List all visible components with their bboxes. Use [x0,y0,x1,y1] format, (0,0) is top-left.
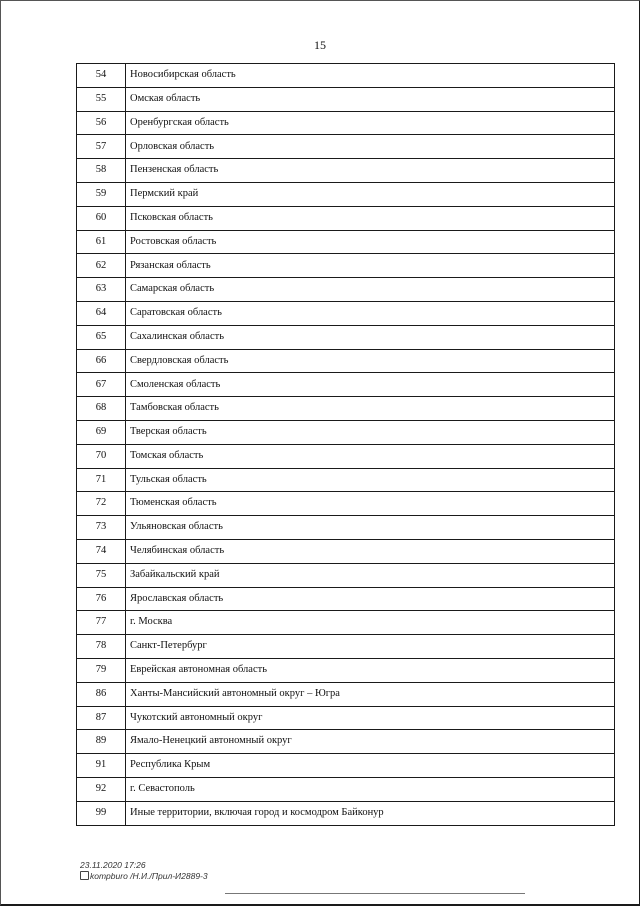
region-code-cell: 64 [77,301,126,325]
region-name-cell: Саратовская область [126,301,615,325]
region-code-cell: 58 [77,159,126,183]
region-name-cell: Ростовская область [126,230,615,254]
region-name-cell: Ярославская область [126,587,615,611]
region-name-cell: Омская область [126,87,615,111]
table-row [77,325,615,349]
table-row [77,777,615,801]
region-code-cell: 63 [77,278,126,302]
table-row [77,801,615,825]
table-row [77,658,615,682]
bottom-rule [225,893,525,894]
region-name-cell: Свердловская область [126,349,615,373]
region-name-cell: Тамбовская область [126,397,615,421]
region-name-cell: Тульская область [126,468,615,492]
region-code-cell: 60 [77,206,126,230]
region-code-cell: 61 [77,230,126,254]
region-name-cell: Орловская область [126,135,615,159]
table-row [77,111,615,135]
region-code-cell: 54 [77,64,126,88]
table-row [77,706,615,730]
region-code-cell: 87 [77,706,126,730]
document-icon [80,871,89,880]
region-name-cell: Псковская область [126,206,615,230]
region-name-cell: Челябинская область [126,539,615,563]
region-name-cell: Сахалинская область [126,325,615,349]
region-code-cell: 69 [77,420,126,444]
table-row [77,635,615,659]
region-name-cell: Ульяновская область [126,516,615,540]
region-code-cell: 70 [77,444,126,468]
region-name-cell: г. Москва [126,611,615,635]
table-row [77,87,615,111]
table-row [77,587,615,611]
table-row [77,254,615,278]
regions-table [76,63,615,826]
region-code-cell: 74 [77,539,126,563]
region-code-cell: 55 [77,87,126,111]
region-name-cell: Смоленская область [126,373,615,397]
region-name-cell: Пензенская область [126,159,615,183]
region-code-cell: 75 [77,563,126,587]
region-name-cell: Санкт-Петербург [126,635,615,659]
table-row [77,159,615,183]
region-name-cell: Ямало-Ненецкий автономный округ [126,730,615,754]
region-name-cell: Томская область [126,444,615,468]
region-name-cell: Новосибирская область [126,64,615,88]
region-code-cell: 56 [77,111,126,135]
table-row [77,539,615,563]
footer-path: kompburo /Н.И./Прил-И2889-3 [90,871,208,881]
table-row [77,135,615,159]
region-code-cell: 73 [77,516,126,540]
region-code-cell: 59 [77,182,126,206]
table-row [77,754,615,778]
region-name-cell: Тверская область [126,420,615,444]
table-row [77,349,615,373]
region-name-cell: Иные территории, включая город и космодром Байконур [126,801,615,825]
table-row [77,420,615,444]
region-code-cell: 78 [77,635,126,659]
region-code-cell: 72 [77,492,126,516]
footer-timestamp: 23.11.2020 17:26 [80,860,146,870]
table-row [77,373,615,397]
region-code-cell: 68 [77,397,126,421]
table-row [77,301,615,325]
regions-table-body [77,64,615,826]
table-row [77,516,615,540]
region-name-cell: Пермский край [126,182,615,206]
region-code-cell: 77 [77,611,126,635]
table-row [77,468,615,492]
region-code-cell: 57 [77,135,126,159]
region-code-cell: 92 [77,777,126,801]
region-code-cell: 91 [77,754,126,778]
table-row [77,278,615,302]
footer-path-line [80,871,208,882]
region-code-cell: 67 [77,373,126,397]
region-code-cell: 99 [77,801,126,825]
document-footer [80,860,208,882]
table-row [77,730,615,754]
region-code-cell: 66 [77,349,126,373]
table-row [77,563,615,587]
region-name-cell: Рязанская область [126,254,615,278]
region-name-cell: Чукотский автономный округ [126,706,615,730]
region-name-cell: Республика Крым [126,754,615,778]
region-name-cell: Оренбургская область [126,111,615,135]
table-row [77,182,615,206]
region-code-cell: 76 [77,587,126,611]
region-code-cell: 65 [77,325,126,349]
region-name-cell: г. Севастополь [126,777,615,801]
page-number: 15 [314,38,326,52]
region-name-cell: Забайкальский край [126,563,615,587]
region-code-cell: 86 [77,682,126,706]
region-code-cell: 79 [77,658,126,682]
region-name-cell: Самарская область [126,278,615,302]
region-name-cell: Ханты-Мансийский автономный округ – Югра [126,682,615,706]
region-name-cell: Еврейская автономная область [126,658,615,682]
table-row [77,230,615,254]
region-code-cell: 62 [77,254,126,278]
region-code-cell: 71 [77,468,126,492]
table-row [77,397,615,421]
region-code-cell: 89 [77,730,126,754]
table-row [77,492,615,516]
table-row [77,611,615,635]
table-row [77,206,615,230]
table-row [77,682,615,706]
table-row [77,444,615,468]
region-name-cell: Тюменская область [126,492,615,516]
table-row [77,64,615,88]
